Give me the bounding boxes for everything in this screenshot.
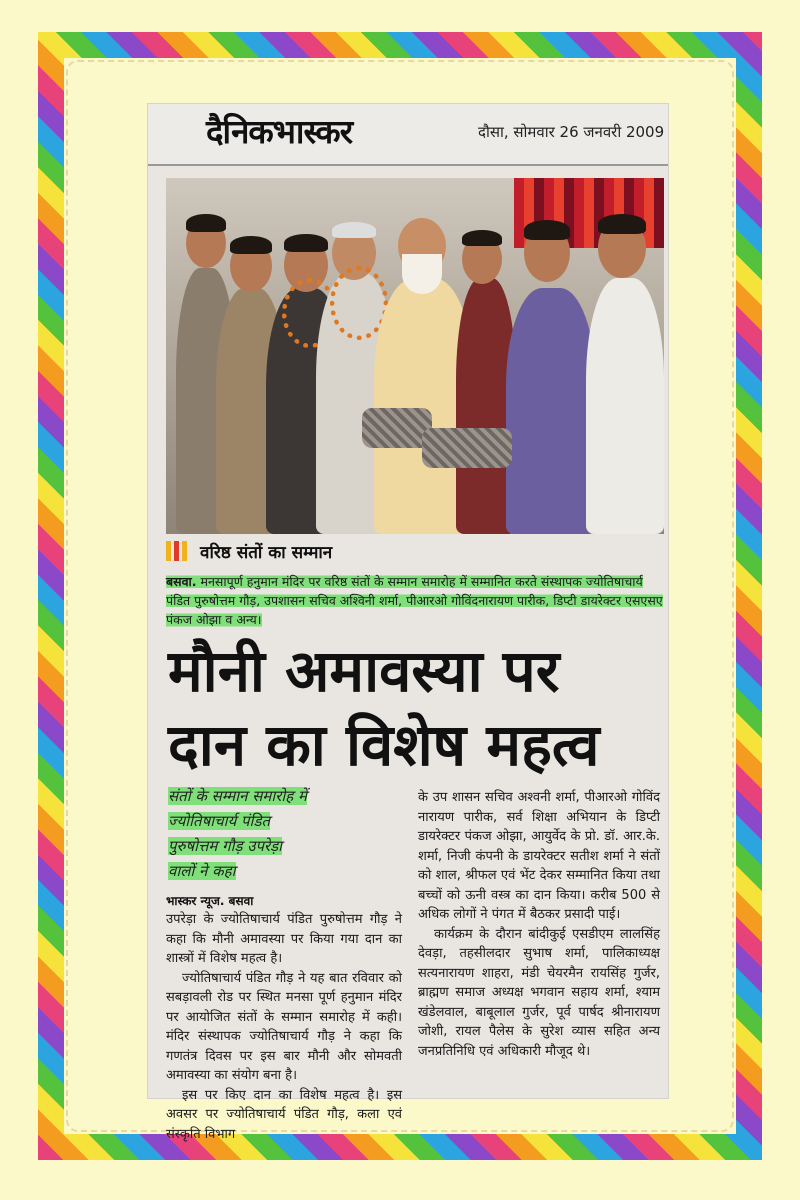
photo-shawl <box>422 428 512 468</box>
photo-person <box>506 288 596 534</box>
photo-hair <box>186 214 226 232</box>
photo-hair <box>332 222 376 238</box>
paragraph: उपरेड़ा के ज्योतिषाचार्य पंडित पुरुषोत्तम गौड़ ने कहा कि मौनी अमावस्या पर किया गया दान का शास्त्रों में विशेष महत्व है। <box>166 912 402 966</box>
photo-hair <box>598 214 646 234</box>
dateline: दौसा, सोमवार 26 जनवरी 2009 <box>478 123 665 141</box>
photo-subheading <box>166 538 466 564</box>
newspaper-logo: दैनिकभास्कर <box>206 112 353 151</box>
deck-line: ज्योतिषाचार्य पंडित <box>168 812 271 830</box>
masthead <box>148 104 668 166</box>
deck-line: पुरुषोत्तम गौड़ उपरेड़ा <box>168 837 283 855</box>
photo-caption <box>166 572 664 629</box>
headline-line-2: दान का विशेष महत्व <box>168 711 600 779</box>
deck-line: वालों ने कहा <box>168 862 236 880</box>
photo-hair <box>462 230 502 246</box>
subhead-title: वरिष्ठ संतों का सम्मान <box>200 542 333 563</box>
article-column-2 <box>418 788 660 1061</box>
subhead-marker <box>174 541 179 561</box>
article-deck <box>168 784 403 884</box>
paragraph: के उप शासन सचिव अश्वनी शर्मा, पीआरओ गोविंद नारायण पारीक, सर्व शिक्षा अभियान के डिप्टी डायरेक्टर पंकज ओझा, आयुर्वेद के प्रो. डॉ. आर.के. शर्मा, निजी कंपनी के डायरेक्टर सतीश शर्मा ने संतों को शाल, श्रीफल एवं भेंट देकर सम्मानित किया तथा बच्चों को ऊनी वस्त्र का दान किया। करीब 500 से अधिक लोगों ने पंगत में बैठकर प्रसादी पाई। <box>418 790 660 922</box>
photo-hair <box>284 234 328 252</box>
headline-line-1: मौनी अमावस्या पर <box>168 637 560 705</box>
photo-beard <box>402 254 442 294</box>
subhead-marker <box>182 541 187 561</box>
paragraph: इस पर किए दान का विशेष महत्व है। इस अवसर पर ज्योतिषाचार्य पंडित गौड़, कला एवं संस्कृति विभाग <box>166 1087 402 1142</box>
article-column-1 <box>166 910 402 1144</box>
photo-person <box>586 278 664 534</box>
news-photo <box>166 178 664 534</box>
headline <box>166 634 666 782</box>
paragraph: ज्योतिषाचार्य पंडित गौड़ ने यह बात रविवार को सबड़ावली रोड पर स्थित मनसा पूर्ण हनुमान मंदिर पर आयोजित संतों के सम्मान समारोह में कही। मंदिर संस्थापक ज्योतिषाचार्य गौड़ ने कहा कि गणतंत्र दिवस पर इस बार मौनी और सोमवती अमावस्या का संयोग बना है। <box>166 970 402 1083</box>
photo-hair <box>230 236 272 254</box>
caption-text: मनसापूर्ण हनुमान मंदिर पर वरिष्ठ संतों के सम्मान समारोह में सम्मानित करते संस्थापक ज्योतिषाचार्य पंडित पुरुषोत्तम गौड़, उपशासन सचिव अश्विनी शर्मा, पीआरओ गोविंदनारायण पारीक, डिप्टी डायरेक्टर एसएसए पंकज ओझा व अन्य। <box>166 574 663 627</box>
subhead-marker <box>166 541 171 561</box>
newspaper-clipping <box>148 104 668 1142</box>
photo-hair <box>524 220 570 240</box>
caption-place: बसवा. <box>166 574 197 589</box>
deck-line: संतों के सम्मान समारोह में <box>168 787 307 805</box>
paragraph: कार्यक्रम के दौरान बांदीकुई एसडीएम लालसिंह देवड़ा, तहसीलदार सुभाष शर्मा, पालिकाध्यक्ष सत्यनारायण शाहरा, मंडी चेयरमैन रायसिंह गुर्जर, ब्राह्मण समाज अध्यक्ष भगवान सहाय शर्मा, श्याम खंडेलवाल, बाबूलाल गुर्जर, पूर्व पार्षद श्रीनारायण जोशी, रायल पैलेस के सुरेश व्यास सहित अन्य जनप्रतिनिधि एवं अधिकारी मौजूद थे। <box>418 926 660 1059</box>
byline: भास्कर न्यूज. बसवा <box>166 894 254 908</box>
